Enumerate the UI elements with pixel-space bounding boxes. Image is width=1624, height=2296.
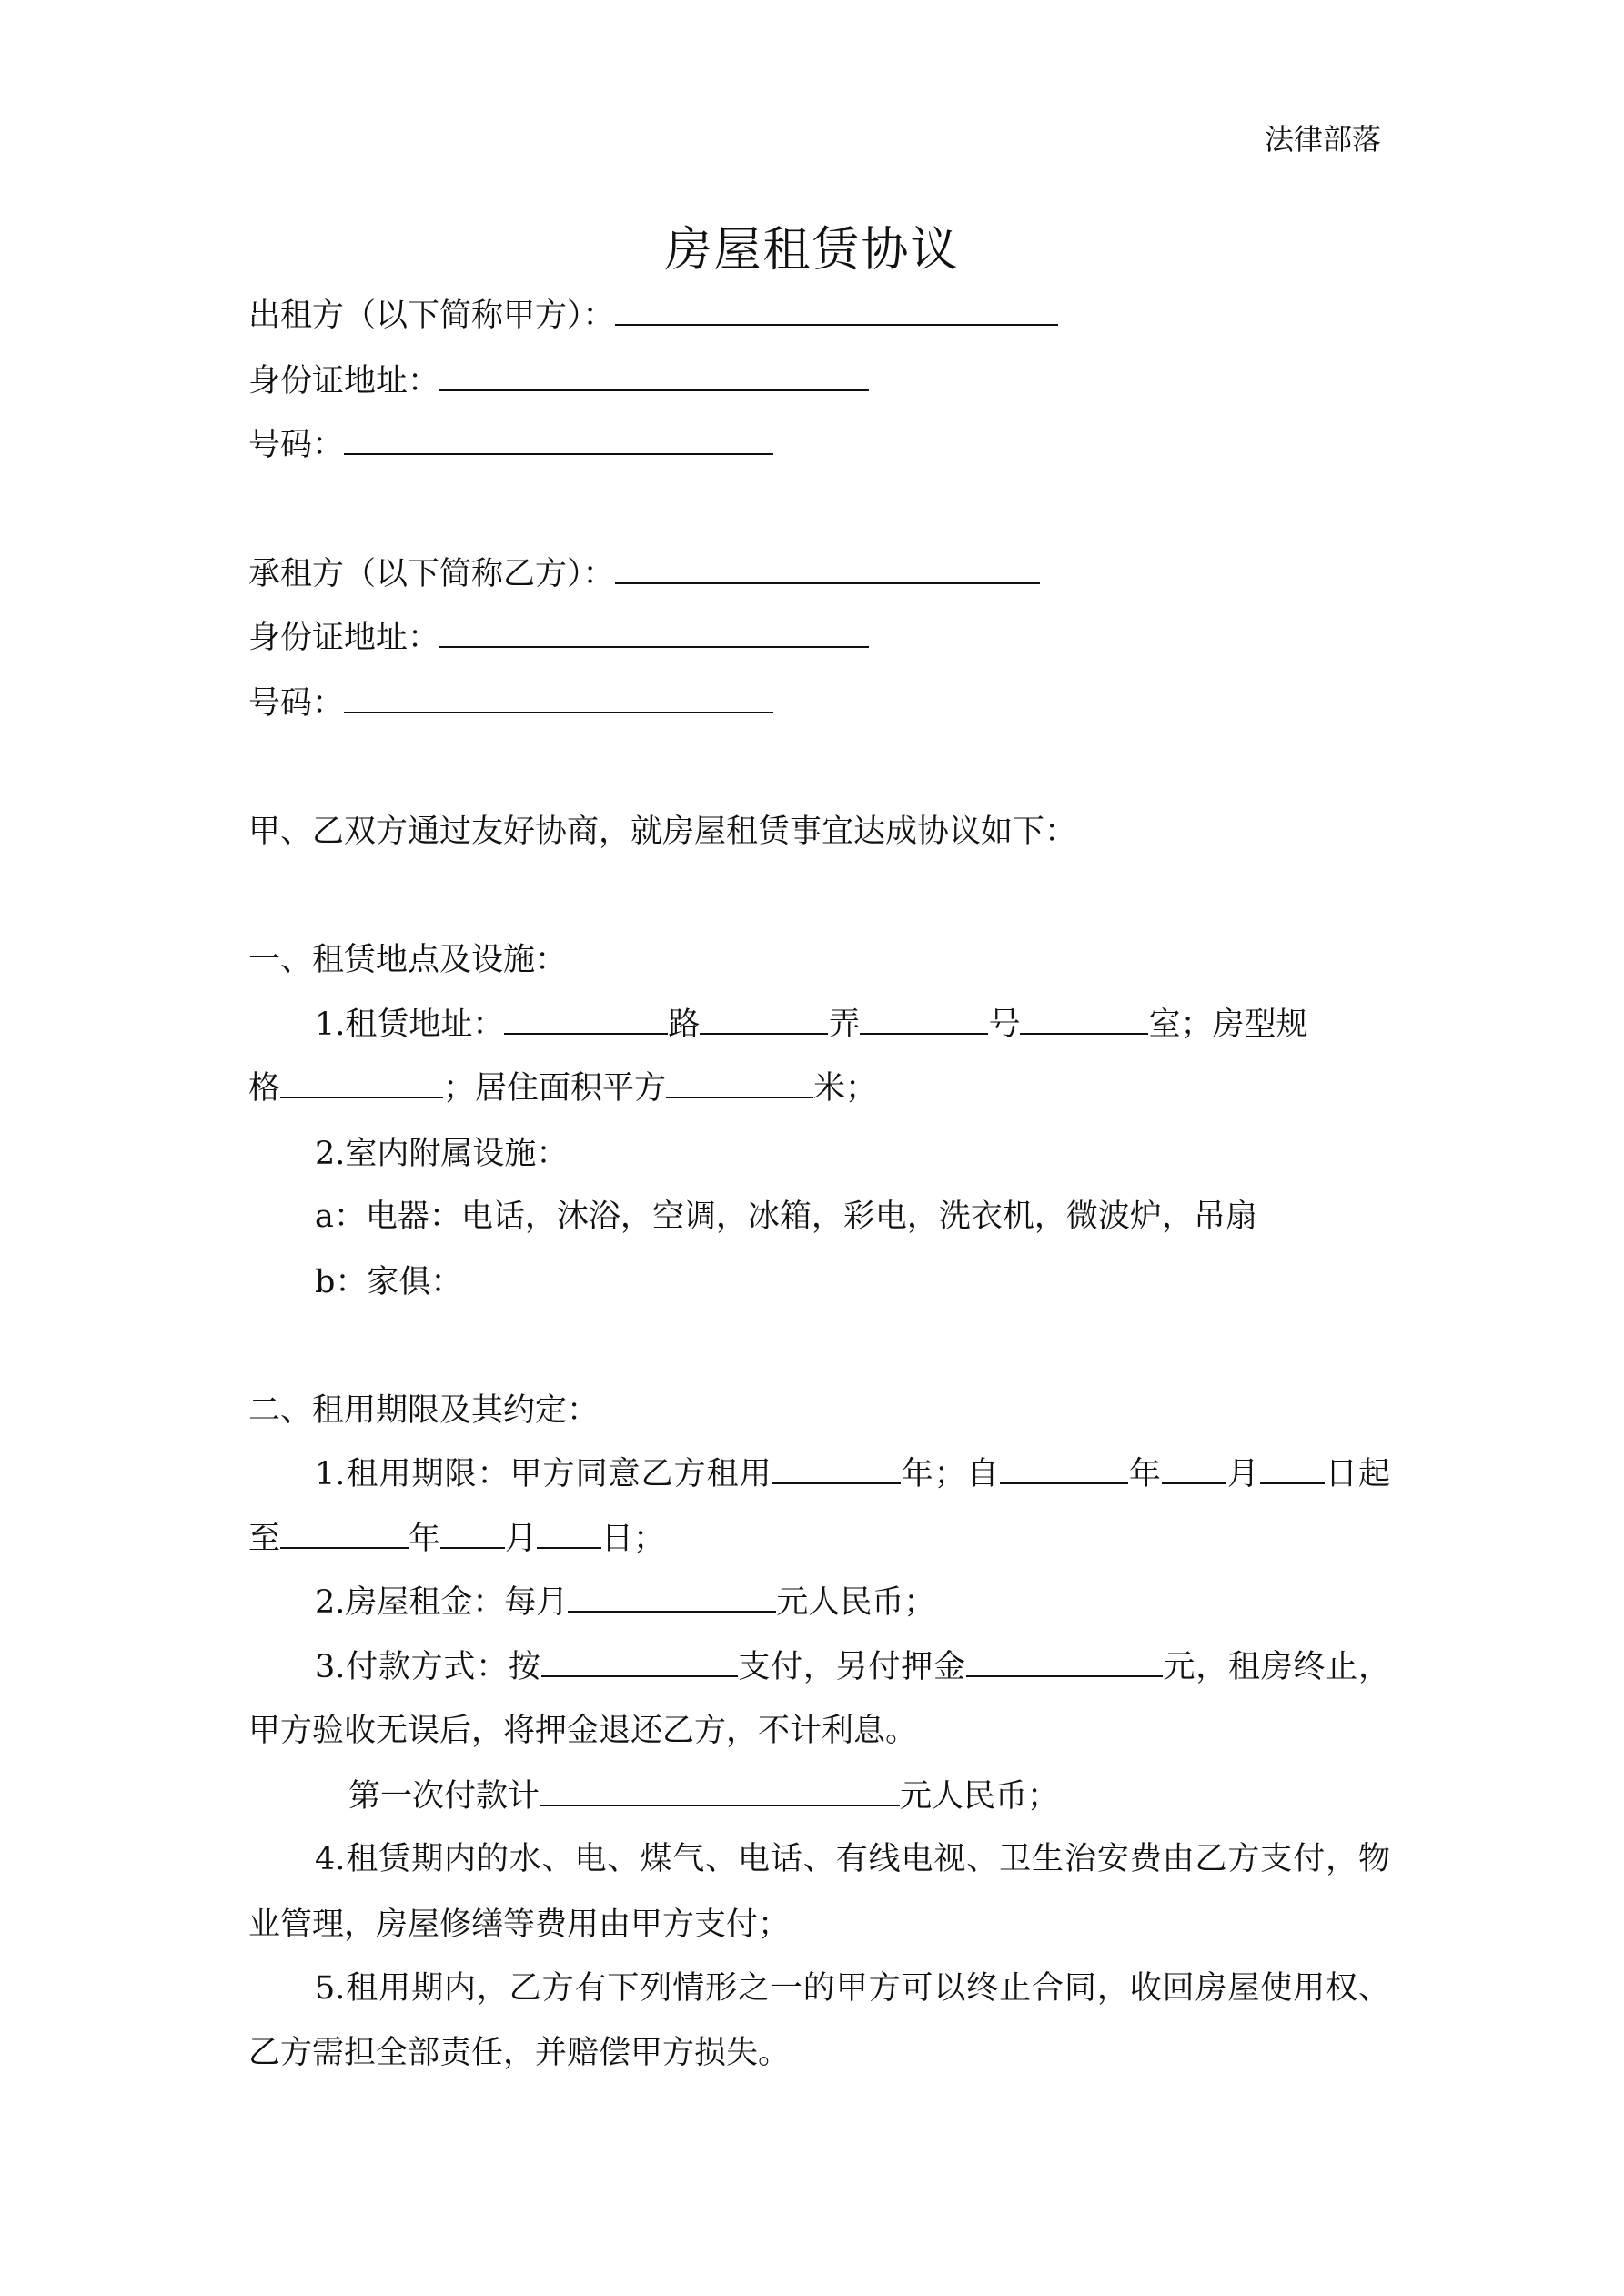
blank-field[interactable] (1162, 1455, 1226, 1484)
text: 支付，另付押金 (737, 1649, 966, 1685)
blank-field[interactable] (344, 426, 773, 455)
text: 日起 (1324, 1456, 1390, 1492)
text: 月 (505, 1521, 538, 1557)
text: 日； (601, 1521, 666, 1557)
section2-item4-line1: 4.租赁期内的水、电、煤气、电话、有线电视、卫生治安费由乙方支付，物 (315, 1841, 1390, 1877)
blank-field[interactable] (966, 1648, 1163, 1677)
section1-item2: 2.室内附属设施： (315, 1136, 569, 1172)
blank-field[interactable] (568, 1583, 776, 1613)
intro-text: 甲、乙双方通过友好协商，就房屋租赁事宜达成协议如下： (248, 814, 1077, 850)
section2-item3-line1 (315, 1647, 1390, 1687)
text: 年 (409, 1521, 441, 1557)
text: 2.房屋租金：每月 (315, 1584, 569, 1621)
document-title: 房屋租赁协议 (664, 223, 960, 278)
blank-field[interactable] (537, 1520, 601, 1549)
section1-furniture: b：家俱： (315, 1264, 463, 1300)
blank-field[interactable] (615, 555, 1040, 584)
party-b-id-line (248, 683, 773, 723)
label: 号码： (248, 427, 345, 463)
blank-field[interactable] (666, 1069, 813, 1098)
section2-heading: 二、租用期限及其约定： (248, 1392, 600, 1429)
first-payment-line (348, 1776, 1059, 1816)
text: 元人民币； (900, 1778, 1060, 1815)
blank-field[interactable] (504, 1006, 668, 1035)
label: 身份证地址： (248, 620, 440, 656)
blank-field[interactable] (860, 1006, 988, 1035)
blank-field[interactable] (1000, 1455, 1128, 1484)
text: 3.付款方式：按 (315, 1649, 541, 1685)
header-source: 法律部落 (1265, 122, 1382, 157)
text: 1.租赁地址： (315, 1006, 505, 1043)
blank-field[interactable] (344, 684, 773, 713)
party-a-address-line (248, 361, 869, 401)
party-a-name-line (248, 296, 1058, 336)
text: 1.租用期限：甲方同意乙方租用 (315, 1456, 772, 1492)
text: ；居住面积平方 (443, 1070, 667, 1107)
blank-field[interactable] (1020, 1006, 1148, 1035)
blank-field[interactable] (540, 1777, 900, 1806)
text: 月 (1226, 1456, 1260, 1492)
section2-item5-line2: 乙方需担全部责任，并赔偿甲方损失。 (248, 2035, 791, 2071)
blank-field[interactable] (280, 1069, 443, 1098)
section2-item5-line1: 5.租用期内，乙方有下列情形之一的甲方可以终止合同，收回房屋使用权、 (315, 1970, 1390, 2007)
text: 元人民币； (776, 1584, 936, 1621)
blank-field[interactable] (772, 1455, 901, 1484)
section1-item1-line1 (315, 1005, 1307, 1045)
blank-field[interactable] (541, 1648, 738, 1677)
section2-item3-line2: 甲方验收无误后，将押金退还乙方，不计利息。 (248, 1713, 918, 1749)
label: 承租方（以下简称乙方）： (248, 556, 615, 592)
text: 第一次付款计 (348, 1778, 540, 1815)
blank-field[interactable] (280, 1520, 409, 1549)
section1-item1-line2 (248, 1068, 877, 1108)
label: 出租方（以下简称甲方）： (248, 298, 615, 334)
text: 弄 (828, 1006, 861, 1043)
party-b-name-line (248, 554, 1040, 594)
section2-item2 (315, 1583, 935, 1623)
blank-field[interactable] (1260, 1455, 1325, 1484)
text: 米； (813, 1070, 878, 1107)
text: 年；自 (900, 1456, 1000, 1492)
blank-field[interactable] (439, 619, 869, 648)
text: 元，租房终止， (1162, 1649, 1390, 1685)
blank-field[interactable] (700, 1006, 828, 1035)
section2-item1-line2 (248, 1519, 665, 1559)
text: 至 (248, 1521, 281, 1557)
blank-field[interactable] (615, 297, 1058, 326)
text: 路 (668, 1006, 701, 1043)
section1-heading: 一、租赁地点及设施： (248, 942, 568, 978)
section2-item1-line1 (315, 1454, 1390, 1494)
text: 号 (988, 1006, 1021, 1043)
text: 室；房型规 (1148, 1006, 1308, 1043)
section1-appliances: a：电器：电话，沐浴，空调，冰箱，彩电，洗衣机，微波炉，吊扇 (315, 1199, 1257, 1235)
label: 身份证地址： (248, 363, 440, 400)
party-a-id-line (248, 425, 773, 465)
label: 号码： (248, 685, 345, 722)
section2-item4-line2: 业管理，房屋修缮等费用由甲方支付； (248, 1907, 791, 1943)
text: 年 (1127, 1456, 1162, 1492)
party-b-address-line (248, 618, 869, 658)
blank-field[interactable] (439, 362, 869, 391)
text: 格 (248, 1070, 281, 1107)
blank-field[interactable] (440, 1520, 505, 1549)
